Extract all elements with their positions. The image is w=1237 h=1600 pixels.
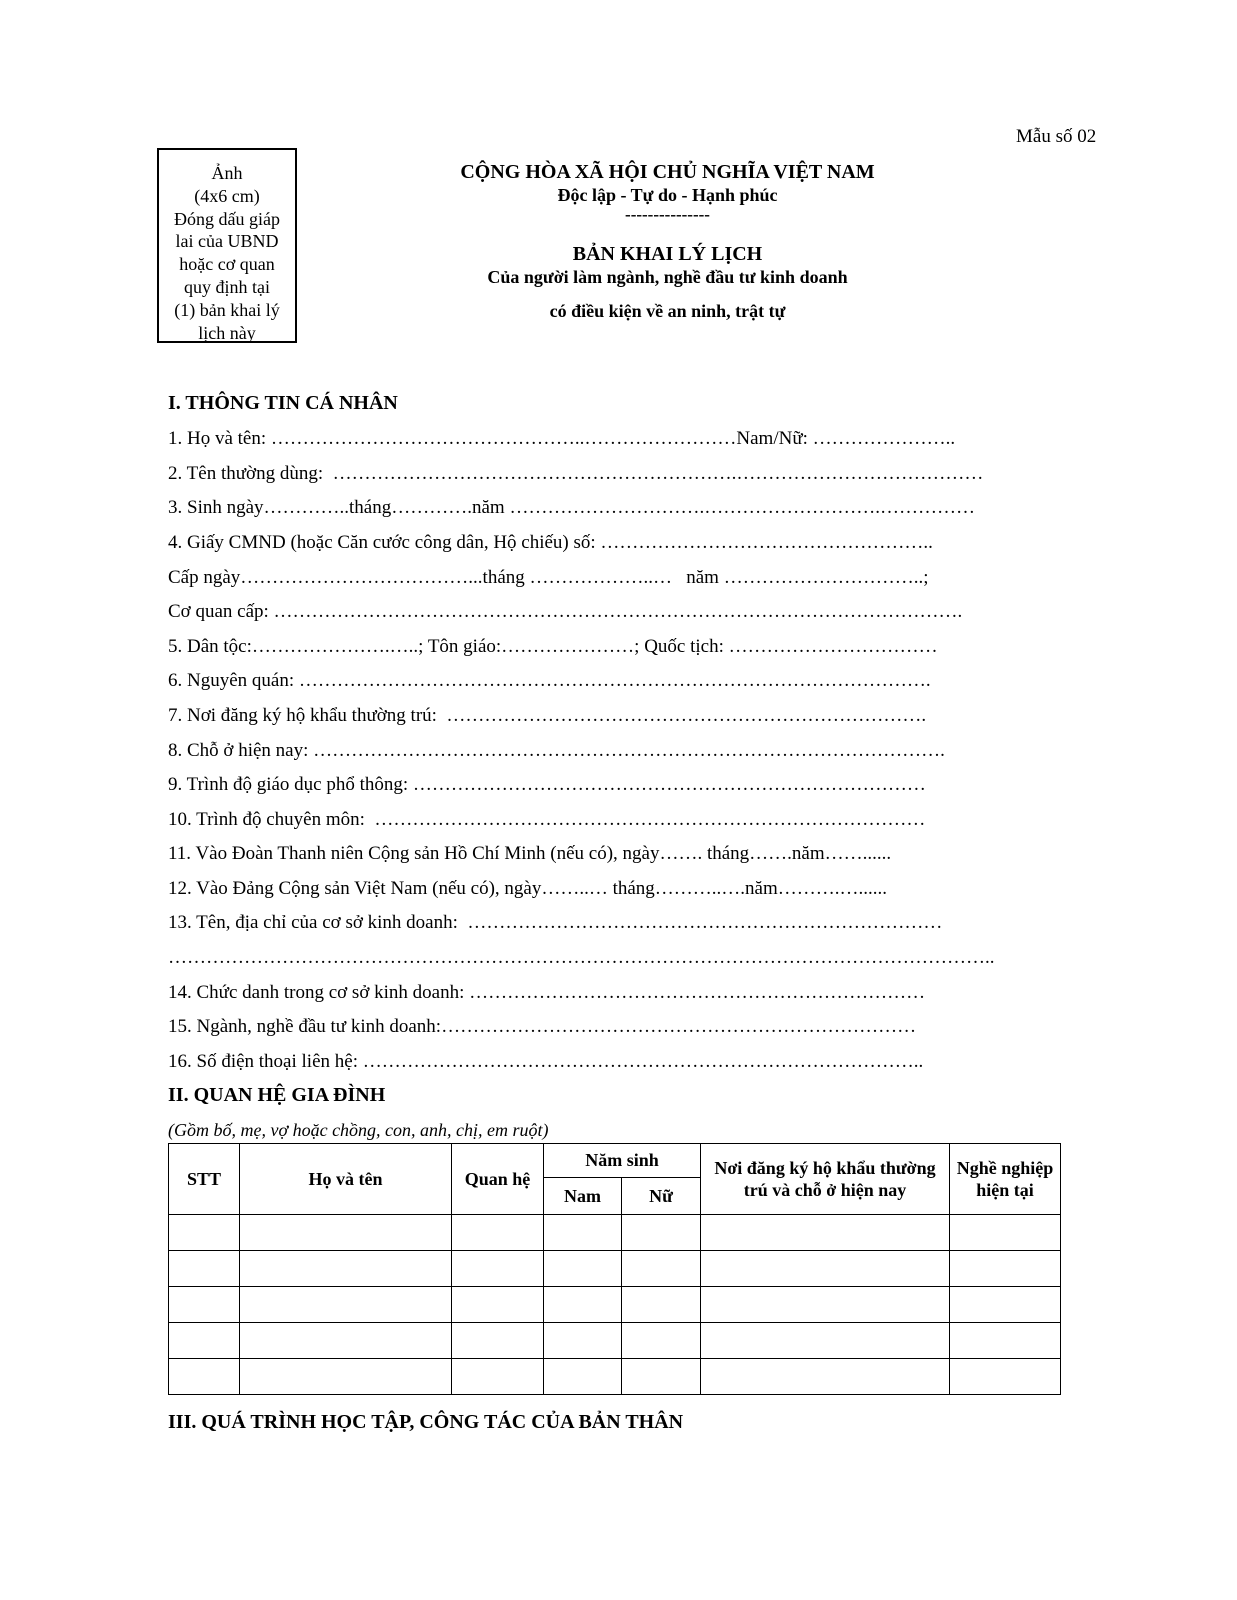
section-heading-personal-info: I. THÔNG TIN CÁ NHÂN bbox=[168, 392, 398, 414]
field-professional-qualification[interactable]: 10. Trình độ chuyên môn: …………………………………………………………………………… bbox=[168, 809, 926, 830]
col-header-occupation-line2: hiện tại bbox=[976, 1180, 1034, 1200]
table-cell[interactable] bbox=[544, 1287, 622, 1323]
field-position-in-business[interactable]: 14. Chức danh trong cơ sở kinh doanh: ……………………………………………………………… bbox=[168, 982, 926, 1003]
field-general-education[interactable]: 9. Trình độ giáo dục phổ thông: ……………………………………………………………………… bbox=[168, 774, 926, 795]
photo-box-line: lịch này bbox=[198, 322, 256, 343]
col-header-occupation-line1: Nghề nghiệp bbox=[956, 1158, 1054, 1178]
table-cell[interactable] bbox=[452, 1287, 544, 1323]
nation-title: CỘNG HÒA XÃ HỘI CHỦ NGHĨA VIỆT NAM bbox=[460, 161, 875, 183]
national-motto: Độc lập - Tự do - Hạnh phúc bbox=[557, 185, 778, 205]
field-id-number[interactable]: 4. Giấy CMND (hoặc Căn cước công dân, Hộ chiếu) số: …………………………………………….. bbox=[168, 532, 933, 553]
col-header-female: Nữ bbox=[622, 1178, 701, 1215]
table-cell[interactable] bbox=[169, 1359, 240, 1395]
document-title: BẢN KHAI LÝ LỊCH bbox=[572, 243, 763, 265]
field-youth-union-date[interactable]: 11. Vào Đoàn Thanh niên Cộng sản Hồ Chí Minh (nếu có), ngày……. tháng…….năm……...... bbox=[168, 843, 892, 864]
field-phone-number[interactable]: 16. Số điện thoại liên hệ: …………………………………………………………………………….. bbox=[168, 1051, 924, 1072]
table-cell[interactable] bbox=[452, 1323, 544, 1359]
table-cell[interactable] bbox=[544, 1215, 622, 1251]
field-current-address[interactable]: 8. Chỗ ở hiện nay: ………………………………………………………………………………………. bbox=[168, 740, 945, 761]
field-hometown[interactable]: 6. Nguyên quán: ………………………………………………………………………………………. bbox=[168, 670, 931, 691]
document-subtitle: Của người làm ngành, nghề đầu tư kinh doanh bbox=[487, 267, 848, 287]
table-cell[interactable] bbox=[950, 1359, 1061, 1395]
table-cell[interactable] bbox=[701, 1323, 950, 1359]
table-row bbox=[169, 1251, 1061, 1287]
table-row bbox=[169, 1287, 1061, 1323]
table-cell[interactable] bbox=[544, 1359, 622, 1395]
photo-box-line: Ảnh bbox=[211, 163, 243, 183]
photo-box-line: lai của UBND bbox=[175, 231, 279, 252]
field-ethnicity-religion-nationality[interactable]: 5. Dân tộc:………………….…..; Tôn giáo:…………………; Quốc tịch: …………………………… bbox=[168, 636, 938, 657]
col-header-residence-line2: trú và chỗ ở hiện nay bbox=[743, 1180, 907, 1200]
photo-box-line: hoặc cơ quan bbox=[179, 254, 275, 275]
table-cell[interactable] bbox=[622, 1215, 701, 1251]
table-cell[interactable] bbox=[169, 1215, 240, 1251]
field-party-date[interactable]: 12. Vào Đảng Cộng sản Việt Nam (nếu có), ngày……..… tháng………..….năm……….…...... bbox=[168, 878, 888, 899]
table-cell[interactable] bbox=[544, 1323, 622, 1359]
field-date-of-birth[interactable]: 3. Sinh ngày…………..tháng………….năm ………………………….……………………….…………… bbox=[168, 497, 975, 518]
col-header-residence-line1: Nơi đăng ký hộ khẩu thường bbox=[714, 1158, 936, 1178]
table-cell[interactable] bbox=[622, 1359, 701, 1395]
family-relations-table bbox=[168, 1143, 1061, 1395]
table-cell[interactable] bbox=[452, 1359, 544, 1395]
field-full-name[interactable]: 1. Họ và tên: …………………………………………..……………………Nam/Nữ: ………………….. bbox=[168, 428, 956, 449]
field-common-name[interactable]: 2. Tên thường dùng: ……………………………………………………….………………………………… bbox=[168, 463, 984, 484]
form-number: Mẫu số 02 bbox=[1016, 126, 1097, 147]
table-cell[interactable] bbox=[622, 1251, 701, 1287]
col-header-full-name: Họ và tên bbox=[240, 1144, 452, 1215]
document-header bbox=[380, 160, 955, 322]
table-cell[interactable] bbox=[452, 1215, 544, 1251]
table-cell[interactable] bbox=[950, 1251, 1061, 1287]
col-header-relation: Quan hệ bbox=[452, 1144, 544, 1215]
table-row bbox=[169, 1359, 1061, 1395]
table-cell[interactable] bbox=[544, 1251, 622, 1287]
table-cell[interactable] bbox=[701, 1359, 950, 1395]
family-section-note: (Gồm bố, mẹ, vợ hoặc chồng, con, anh, chị, em ruột) bbox=[168, 1120, 549, 1140]
photo-box-line: quy định tại bbox=[184, 276, 270, 297]
table-cell[interactable] bbox=[169, 1323, 240, 1359]
photo-placeholder-box bbox=[157, 148, 297, 343]
table-cell[interactable] bbox=[240, 1215, 452, 1251]
table-cell[interactable] bbox=[240, 1251, 452, 1287]
table-row bbox=[169, 1215, 1061, 1251]
photo-box-line: (1) bản khai lý bbox=[174, 299, 280, 320]
table-cell[interactable] bbox=[701, 1287, 950, 1323]
table-cell[interactable] bbox=[452, 1251, 544, 1287]
field-business-name-address[interactable]: 13. Tên, địa chỉ của cơ sở kinh doanh: ………………………………………………………………… bbox=[168, 912, 943, 933]
col-header-birth-year: Năm sinh bbox=[544, 1144, 701, 1178]
col-header-stt: STT bbox=[169, 1144, 240, 1215]
table-cell[interactable] bbox=[240, 1323, 452, 1359]
table-cell[interactable] bbox=[622, 1287, 701, 1323]
table-cell[interactable] bbox=[950, 1287, 1061, 1323]
table-cell[interactable] bbox=[169, 1287, 240, 1323]
photo-box-line: Đóng dấu giáp bbox=[174, 208, 280, 229]
field-issue-date[interactable]: Cấp ngày………………………………...tháng ………………..… năm …………………………..; bbox=[168, 567, 929, 588]
col-header-residence bbox=[701, 1144, 950, 1215]
table-cell[interactable] bbox=[701, 1251, 950, 1287]
table-cell[interactable] bbox=[240, 1287, 452, 1323]
table-cell[interactable] bbox=[622, 1323, 701, 1359]
col-header-occupation bbox=[950, 1144, 1061, 1215]
section-heading-education-work: III. QUÁ TRÌNH HỌC TẬP, CÔNG TÁC CỦA BẢN THÂN bbox=[168, 1411, 684, 1433]
table-cell[interactable] bbox=[701, 1215, 950, 1251]
field-business-line[interactable]: 15. Ngành, nghề đầu tư kinh doanh:………………………………………………………………… bbox=[168, 1016, 917, 1037]
photo-box-line: (4x6 cm) bbox=[194, 185, 260, 206]
section-heading-family: II. QUAN HỆ GIA ĐÌNH bbox=[168, 1084, 386, 1106]
table-cell[interactable] bbox=[169, 1251, 240, 1287]
field-permanent-residence[interactable]: 7. Nơi đăng ký hộ khẩu thường trú: …………………………………………………………………. bbox=[168, 705, 927, 726]
table-cell[interactable] bbox=[950, 1215, 1061, 1251]
header-divider: --------------- bbox=[625, 205, 710, 224]
table-cell[interactable] bbox=[950, 1323, 1061, 1359]
col-header-male: Nam bbox=[544, 1178, 622, 1215]
table-cell[interactable] bbox=[240, 1359, 452, 1395]
document-subtitle-line2: có điều kiện về an ninh, trật tự bbox=[549, 301, 786, 321]
field-business-name-address-cont[interactable]: ………………………………………………………………………………………………………………….. bbox=[168, 947, 995, 968]
table-row bbox=[169, 1323, 1061, 1359]
field-issuing-authority[interactable]: Cơ quan cấp: ………………………………………………………………………………………………. bbox=[168, 601, 963, 622]
